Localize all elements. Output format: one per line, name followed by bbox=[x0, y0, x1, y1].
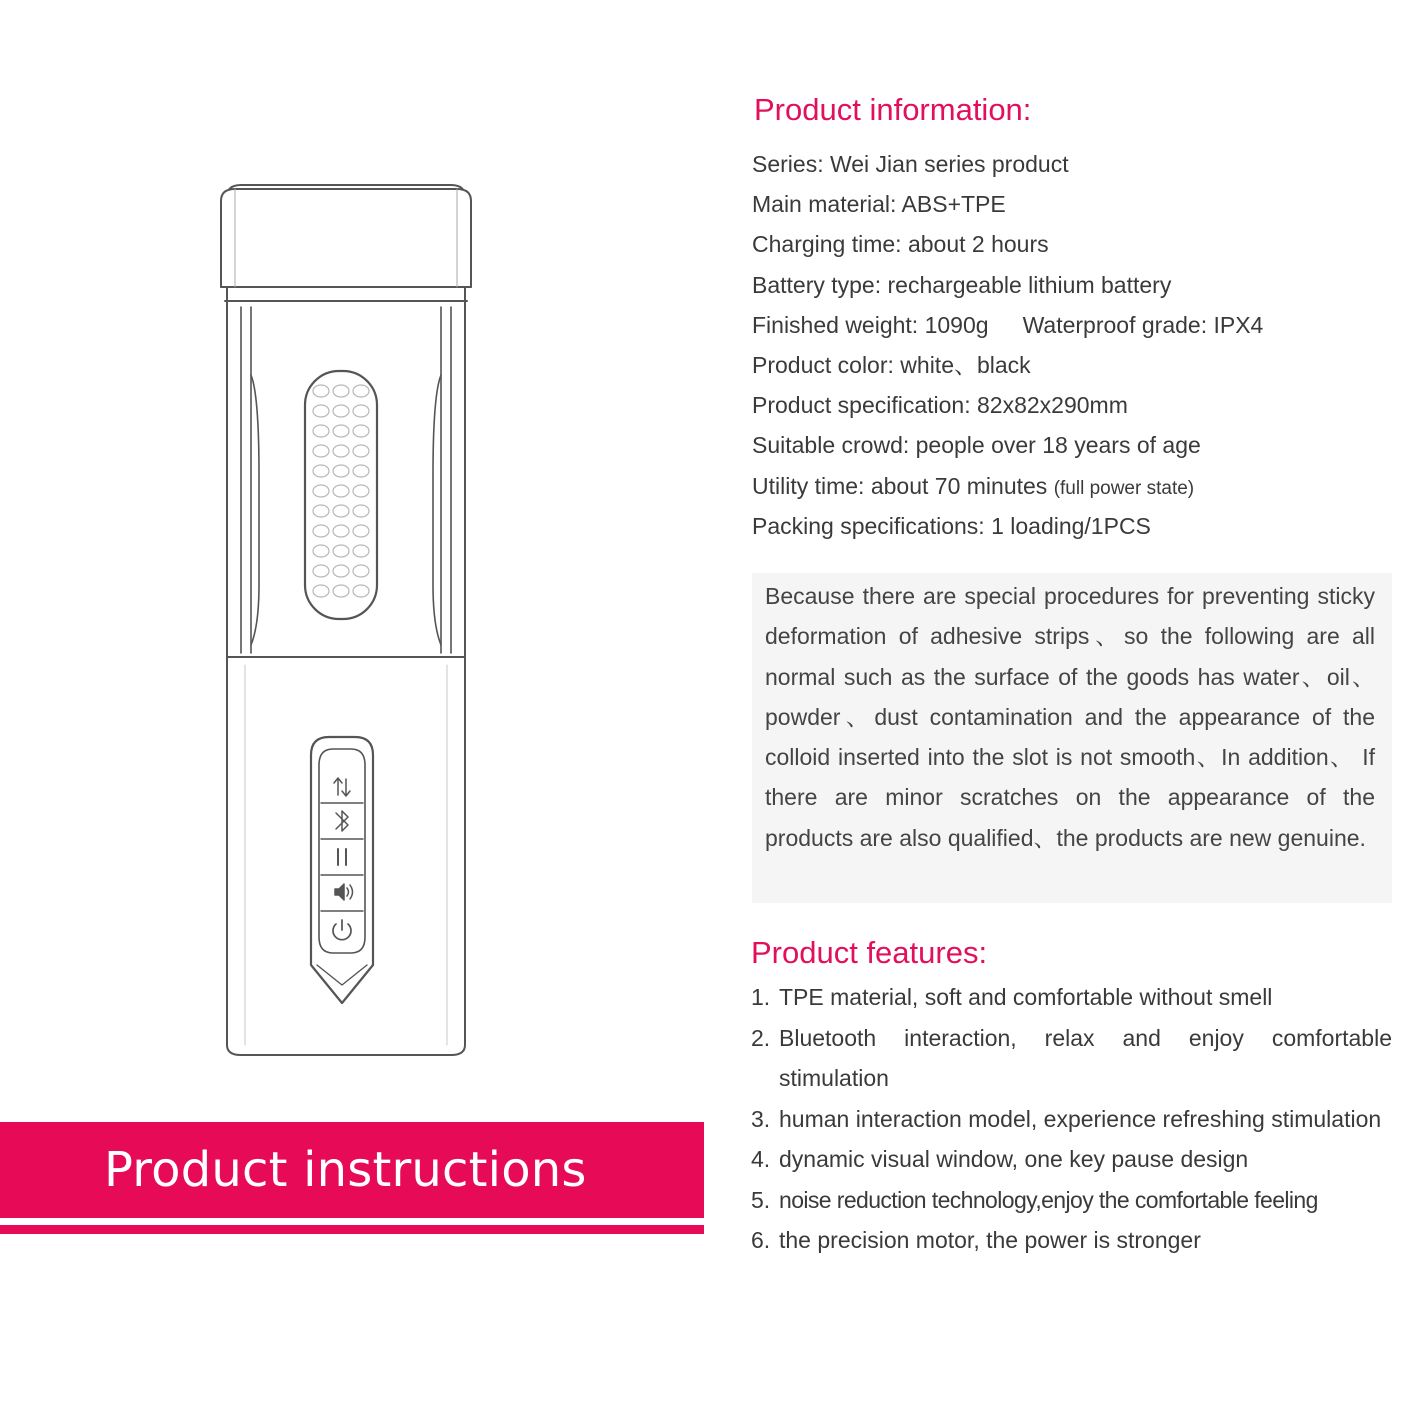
instructions-banner bbox=[0, 1122, 704, 1218]
spec-item: Charging time: about 2 hours bbox=[752, 231, 1049, 258]
bluetooth-icon bbox=[336, 811, 348, 831]
window-texture-dot bbox=[333, 385, 349, 397]
window-texture-dot bbox=[333, 425, 349, 437]
window-texture-dot bbox=[313, 485, 329, 497]
window-texture-dot bbox=[353, 465, 369, 477]
banner-underline bbox=[0, 1225, 704, 1234]
spec-item: Main material: ABS+TPE bbox=[752, 191, 1006, 218]
window-texture-dot bbox=[353, 585, 369, 597]
spec-item: Battery type: rechargeable lithium battery bbox=[752, 271, 1172, 298]
window-texture-dot bbox=[313, 425, 329, 437]
window-texture-dot bbox=[333, 485, 349, 497]
spec-item: Series: Wei Jian series product bbox=[752, 151, 1069, 177]
window-texture-dot bbox=[313, 565, 329, 577]
speaker-icon bbox=[335, 884, 353, 900]
banner-title: Product instructions bbox=[104, 1142, 587, 1198]
spec-item: Packing specifications: 1 loading/1PCS bbox=[752, 512, 1151, 539]
window-texture-dot bbox=[353, 525, 369, 537]
device-body-outline bbox=[227, 185, 465, 1055]
device-cap bbox=[221, 189, 471, 301]
spec-list bbox=[752, 144, 1263, 546]
window-texture-dot bbox=[353, 405, 369, 417]
window-texture-dot bbox=[353, 545, 369, 557]
feature-item: 6. the precision motor, the power is stronger bbox=[751, 1227, 1201, 1253]
power-icon bbox=[333, 920, 351, 940]
window-texture-dot bbox=[353, 485, 369, 497]
window-texture-dot bbox=[313, 505, 329, 517]
spec-item: Suitable crowd: people over 18 years of age bbox=[752, 432, 1201, 459]
window-texture-dot bbox=[333, 445, 349, 457]
window-texture-dot bbox=[313, 585, 329, 597]
spec-note: (full power state) bbox=[1053, 477, 1195, 499]
window-texture-dot bbox=[333, 565, 349, 577]
pause-icon bbox=[338, 849, 346, 865]
window-texture-dot bbox=[313, 525, 329, 537]
control-panel bbox=[311, 737, 373, 1003]
feature-list bbox=[751, 977, 1392, 1261]
window-texture-dot bbox=[313, 405, 329, 417]
window-texture-dot bbox=[333, 505, 349, 517]
window-texture-dot bbox=[313, 545, 329, 557]
window-texture-dot bbox=[353, 505, 369, 517]
window-texture-dot bbox=[333, 465, 349, 477]
window-texture-dot bbox=[353, 425, 369, 437]
window-texture-dot bbox=[313, 445, 329, 457]
window-texture-dot bbox=[333, 405, 349, 417]
product-features-heading: Product features: bbox=[751, 935, 988, 970]
feature-item: 5. noise reduction technology,enjoy the comfortable feeling bbox=[751, 1186, 1318, 1213]
window-texture-dot bbox=[313, 385, 329, 397]
feature-item: 3. human interaction model, experience refreshing stimulation bbox=[751, 1105, 1382, 1132]
spec-item: Finished weight: 1090g Waterproof grade: IPX4 bbox=[752, 311, 1264, 338]
feature-item: 2. Bluetooth interaction, relax and enjoy comfortable stimulation bbox=[751, 1024, 1392, 1091]
feature-item: 4. dynamic visual window, one key pause design bbox=[751, 1146, 1249, 1172]
window-texture-dot bbox=[353, 565, 369, 577]
spec-item: Product color: white、black bbox=[752, 351, 1031, 378]
window-texture-dot bbox=[333, 525, 349, 537]
waterproof-grade: Waterproof grade: IPX4 bbox=[1022, 311, 1264, 338]
window-texture-dot bbox=[353, 385, 369, 397]
swap-arrows-icon bbox=[334, 778, 350, 796]
spec-item: Product specification: 82x82x290mm bbox=[752, 392, 1128, 419]
spec-item: Utility time: about 70 minutes (full power state) bbox=[752, 472, 1195, 499]
feature-item: 1. TPE material, soft and comfortable without smell bbox=[751, 984, 1273, 1010]
device-sleeve bbox=[241, 307, 451, 653]
visual-window bbox=[305, 371, 377, 619]
notice-box bbox=[752, 573, 1392, 903]
notice-text: Because there are special procedures for preventing sticky deformation of adhesive strips、so the following are all normal such as the surface of the goods has water、oil、powder、dust contamination and the appearance of the colloid inserted into the slot is not smooth、In addition、 If there are minor scratches on the appearance of the products are also qualified、the products are new genuine. bbox=[765, 583, 1375, 851]
window-texture-dot bbox=[333, 545, 349, 557]
window-texture-dot bbox=[333, 585, 349, 597]
product-illustration bbox=[205, 175, 480, 1070]
product-information-heading: Product information: bbox=[754, 92, 1032, 127]
window-texture-dot bbox=[313, 465, 329, 477]
window-texture-dot bbox=[353, 445, 369, 457]
